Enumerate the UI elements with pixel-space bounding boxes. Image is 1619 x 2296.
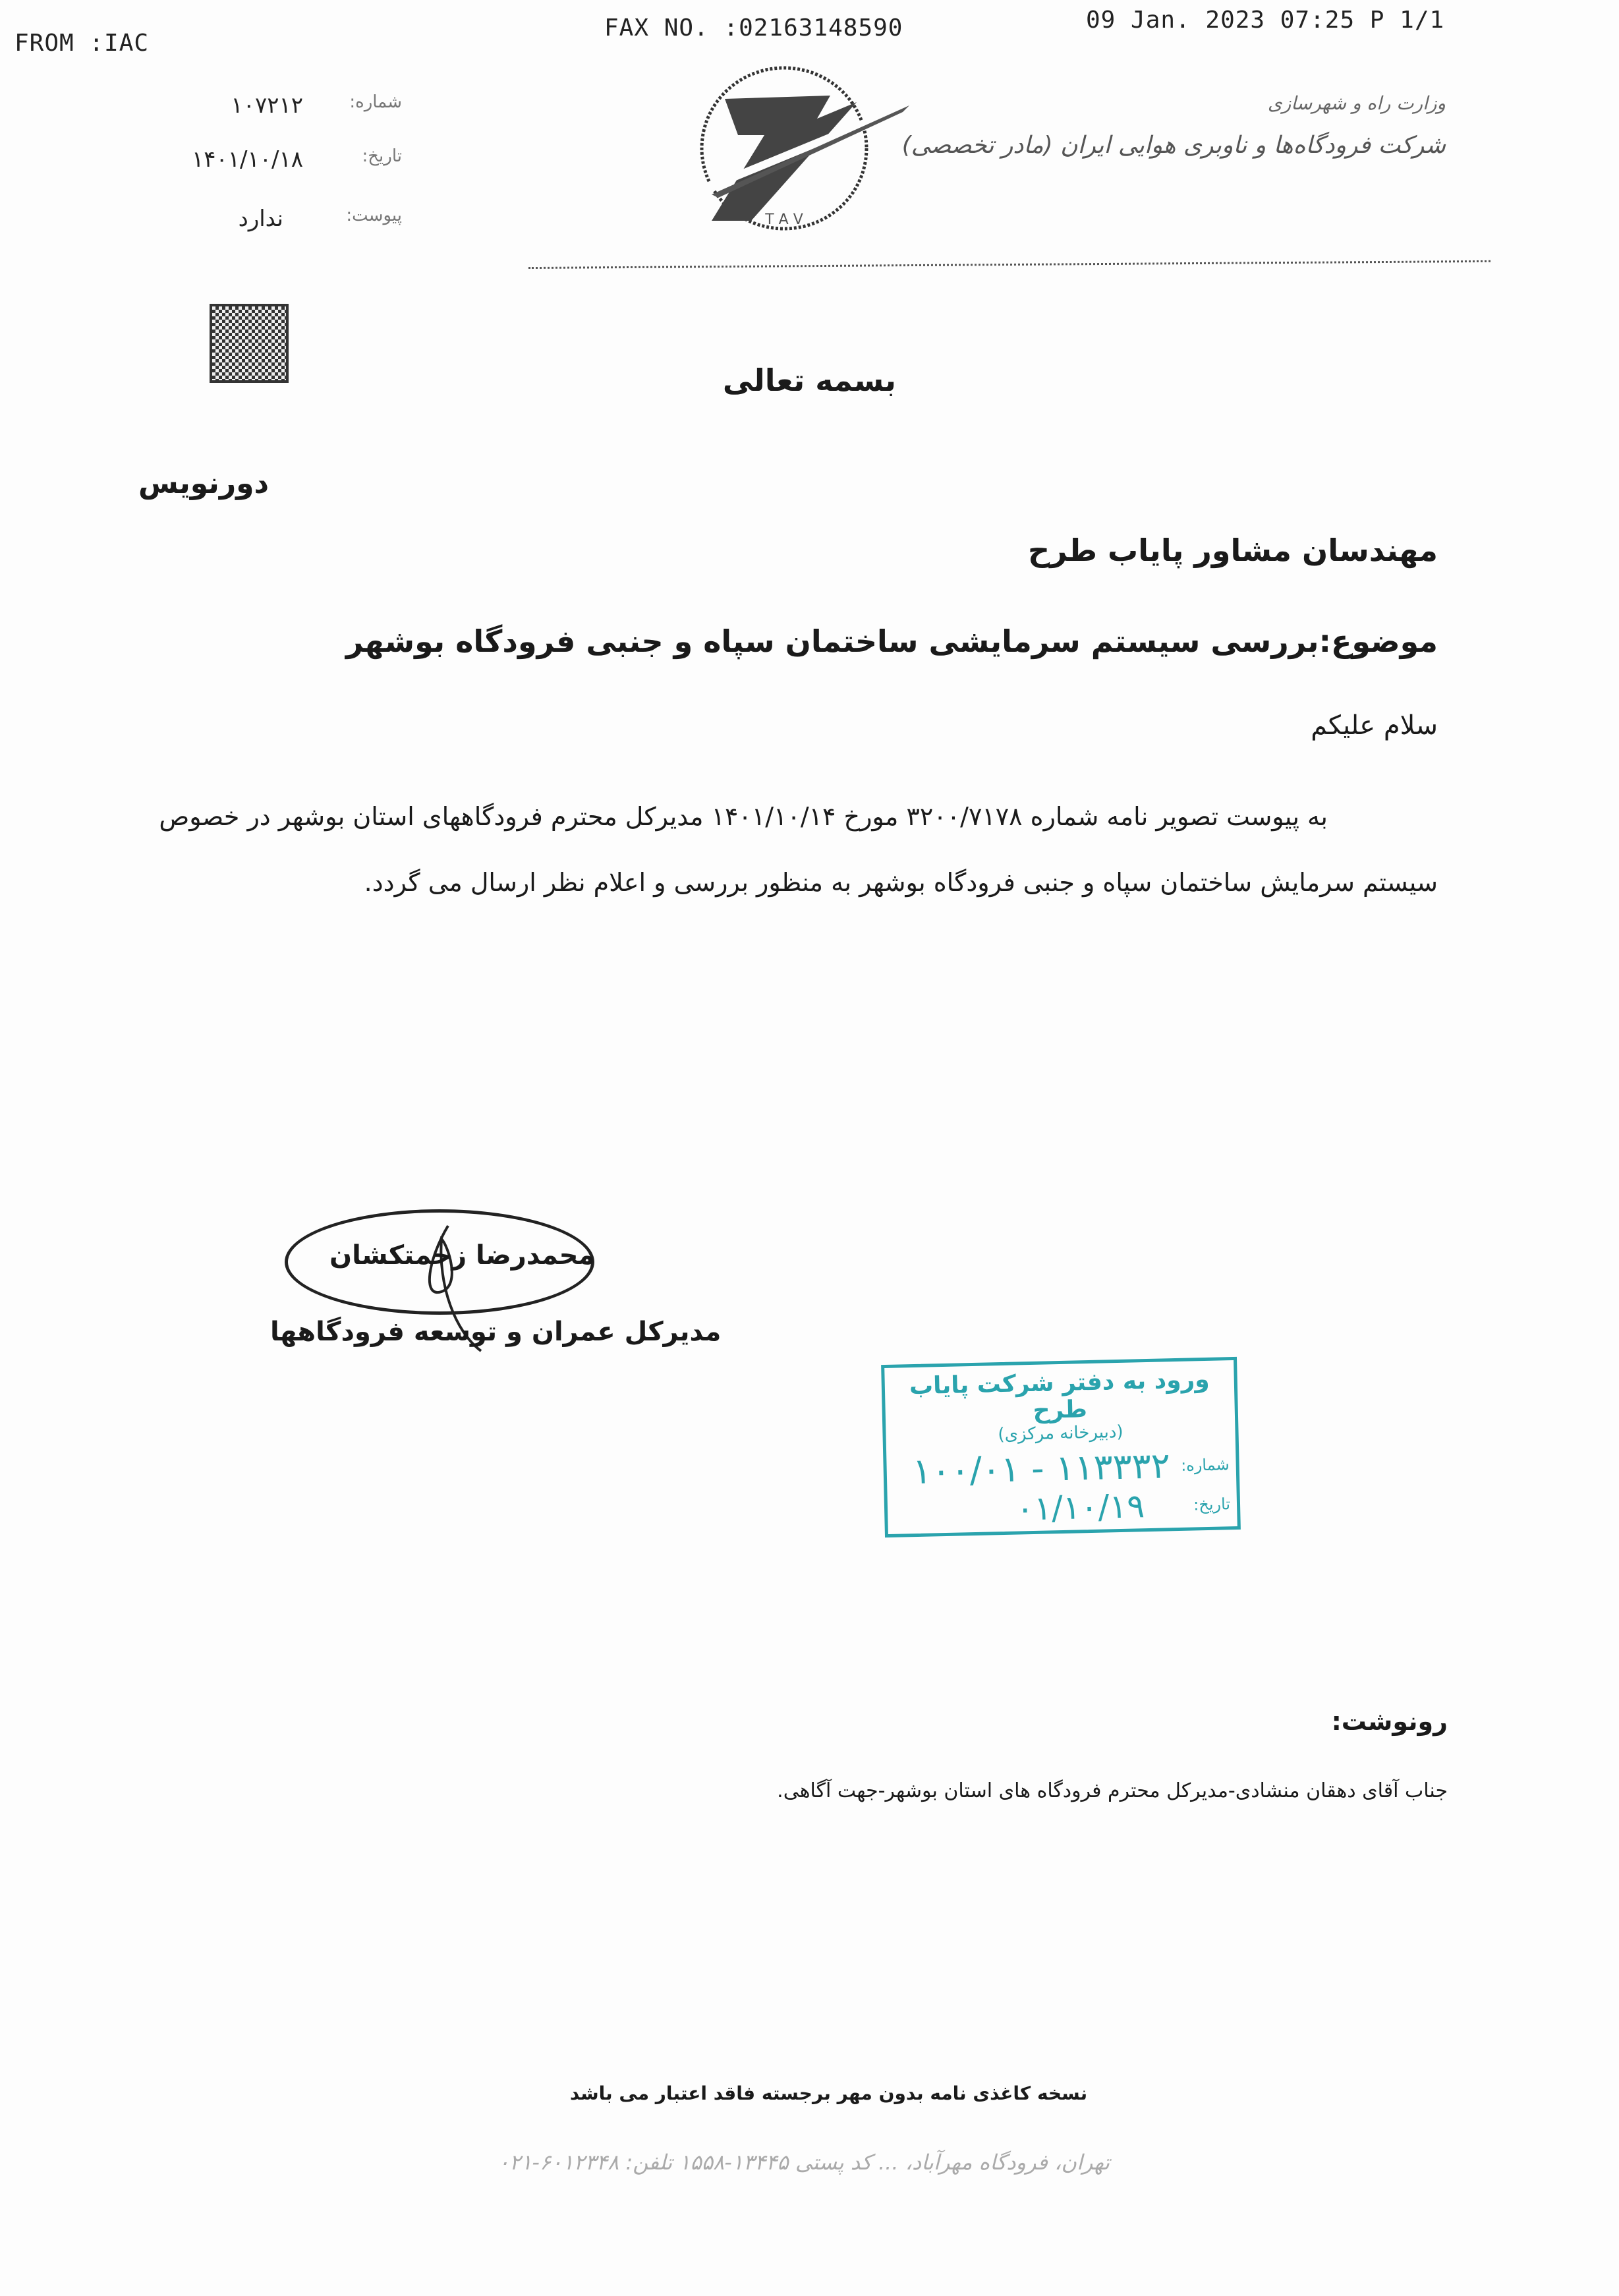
- stamp-subtitle: (دبیرخانه مرکزی): [998, 1421, 1123, 1445]
- footer-address: تهران، فرودگاه مهرآباد، ... کد پستی ۱۳۴۴۵-۱۵۵۸ تلفن: ۶۰۱۲۳۴۸-۰۲۱: [497, 2150, 1110, 2175]
- stamp-number: ۱۱۳۳۳۲ - ۱۰۰/۰۱: [911, 1445, 1171, 1493]
- attachment-label: پیوست:: [346, 206, 402, 225]
- footer-note: نسخه کاغذی نامه بدون مهر برجسته فاقد اعتبار می باشد: [569, 2082, 1088, 2104]
- letter-number: ۱۰۷۲۱۲: [231, 92, 303, 119]
- stamp-title: ورود به دفتر شرکت پایاب طرح: [909, 1365, 1210, 1424]
- header-divider: [528, 260, 1491, 269]
- receipt-stamp: [881, 1357, 1241, 1537]
- subject: موضوع:بررسی سیستم سرمایشی ساختمان سپاه و جنبی فرودگاه بوشهر: [345, 623, 1438, 659]
- company-name: شرکت فرودگاه‌ها و ناوبری هوایی ایران (مادر تخصصی): [901, 132, 1446, 159]
- greeting: سلام علیکم: [1311, 710, 1438, 741]
- letter-heading: بسمه تعالی: [722, 362, 897, 398]
- fax-number: FAX NO. :02163148590: [604, 14, 903, 42]
- ministry-name: وزارت راه و شهرسازی: [1267, 92, 1446, 114]
- stamp-number-label: شماره:: [1180, 1454, 1230, 1475]
- stamp-date-label: تاریخ:: [1193, 1495, 1231, 1514]
- cc-label: رونوشت:: [1331, 1707, 1448, 1736]
- date-label: تاریخ:: [362, 146, 402, 166]
- number-label: شماره:: [349, 92, 402, 112]
- logo-letters: T A V: [765, 212, 803, 228]
- signer-title: مدیرکل عمران و توسعه فرودگاهها: [270, 1317, 722, 1347]
- attachment-value: ندارد: [238, 206, 283, 232]
- document-type: دورنویس: [138, 467, 270, 500]
- signer-name: محمدرضا زحمتکشان: [329, 1240, 595, 1271]
- cc-item: جناب آقای دهقان منشادی-مدیرکل محترم فرودگاه های استان بوشهر-جهت آگاهی.: [777, 1779, 1448, 1802]
- recipient: مهندسان مشاور پایاب طرح: [1027, 532, 1438, 568]
- body-line-2: سیستم سرمایش ساختمان سپاه و جنبی فرودگاه بوشهر به منظور بررسی و اعلام نظر ارسال می گردد.: [364, 868, 1438, 897]
- fax-from: FROM :IAC: [14, 30, 150, 57]
- letter-date: ۱۴۰۱/۱۰/۱۸: [191, 146, 303, 173]
- company-logo: [652, 56, 916, 241]
- body-line-1: به پیوست تصویر نامه شماره ۳۲۰۰/۷۱۷۸ مورخ ۱۴۰۱/۱۰/۱۴ مدیرکل محترم فرودگاههای استان بوشهر در خصوص: [159, 802, 1328, 831]
- fax-datetime: 09 Jan. 2023 07:25 P 1/1: [1086, 7, 1445, 34]
- stamp-date: ۰۱/۱۰/۱۹: [1015, 1487, 1145, 1528]
